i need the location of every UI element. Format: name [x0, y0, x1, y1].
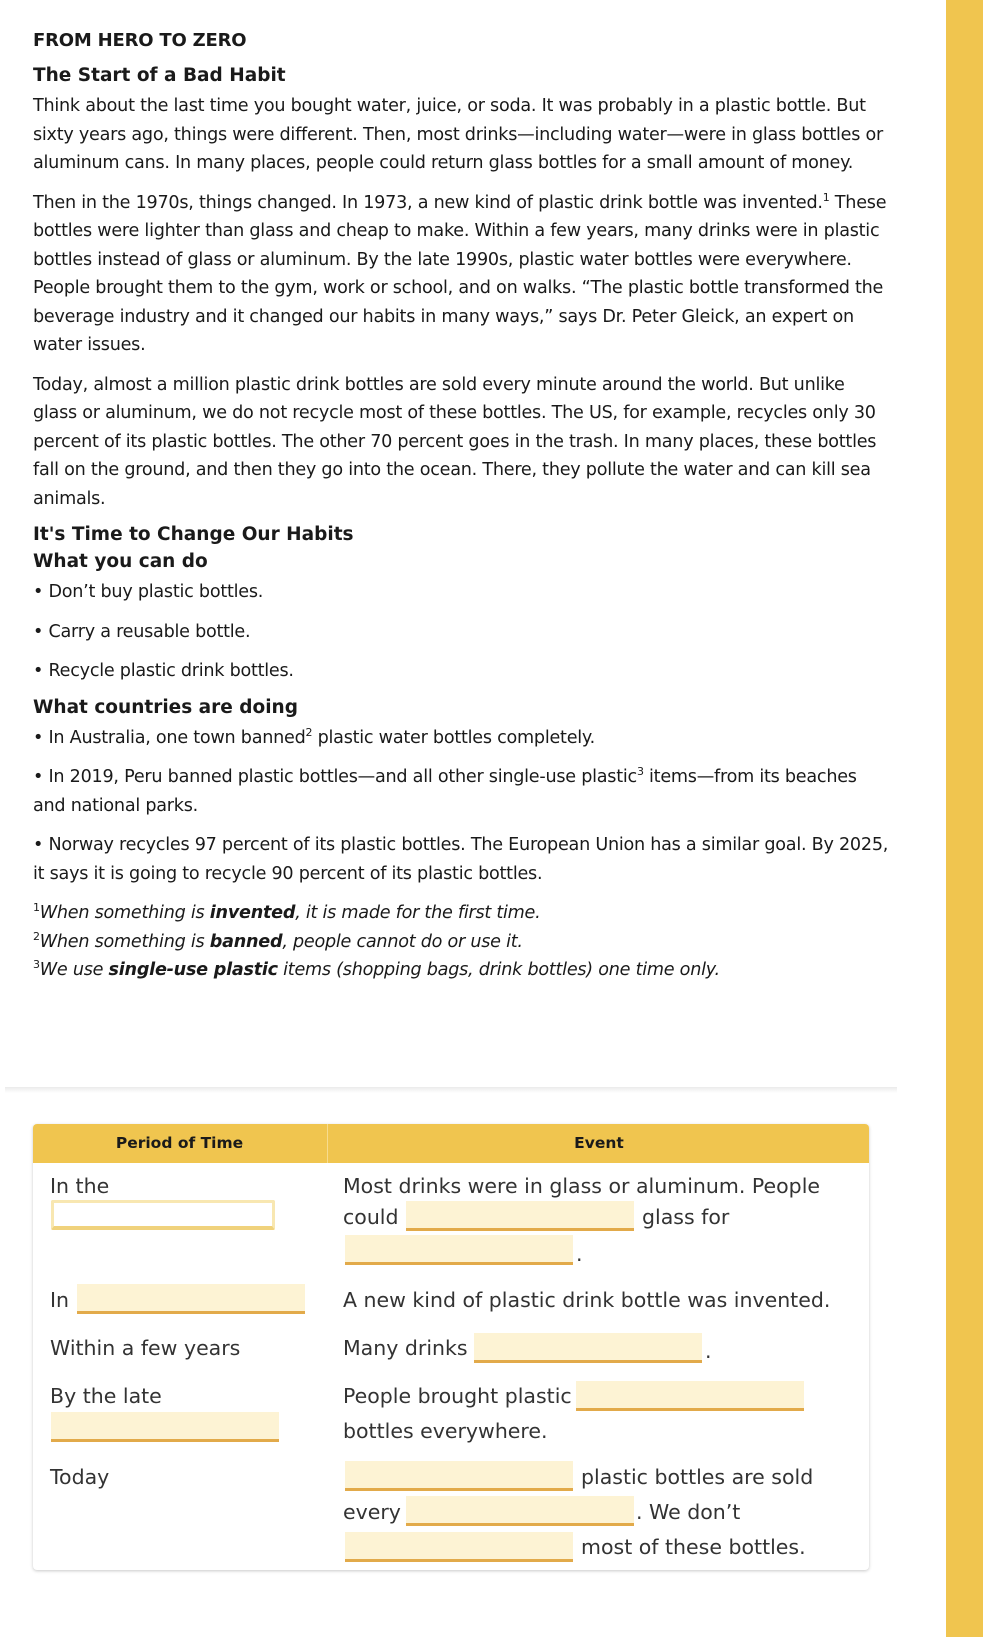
blank-input-row-1-period[interactable] — [51, 1200, 275, 1230]
subheading-what-you-can-do: What you can do — [33, 551, 208, 572]
period-text-row-5: Today — [50, 1465, 110, 1489]
column-header-period: Period of Time — [115, 1134, 244, 1152]
list-item: • Don’t buy plastic bottles. — [33, 582, 264, 602]
table-header — [33, 1124, 869, 1163]
event-text-row-4a: People brought plastic — [343, 1384, 572, 1408]
paragraph-1: Think about the last time you bought water, juice, or soda. It was probably in a plastic bottle. But sixty years ago, things were different. Then, most drinks—including water—were in glass bottles or aluminum cans. In many places, people could return glass bottles for a small amount of money. — [33, 96, 883, 173]
footnote-number: 1 — [33, 901, 40, 915]
period-text-row-2: In — [50, 1288, 70, 1312]
event-text-row-5b: every — [343, 1500, 401, 1524]
paragraph-2-rest: These bottles were lighter than glass and cheap to make. Within a few years, many drinks were in plastic bottles instead of glass or aluminum. By the late 1990s, plastic water bottles were everywhere. People brought them to the gym, work or school, and on walks. “The plastic bottle transformed the beverage industry and it changed our habits in many ways,” says Dr. Peter Gleick, an expert on water issues. — [33, 192, 887, 355]
list-item: • Carry a reusable bottle. — [33, 621, 251, 642]
blank-input-row-1-action[interactable] — [406, 1201, 634, 1231]
blank-input-row-4-event[interactable] — [576, 1381, 804, 1411]
list-item-text: plastic water bottles completely. — [312, 727, 595, 748]
list-item-text: items—from its beaches and national parks. — [33, 767, 857, 816]
footnote-term: invented — [209, 903, 296, 923]
list-item: • Recycle plastic drink bottles. — [33, 661, 294, 681]
event-text-row-1b: could — [343, 1205, 399, 1229]
blank-input-row-1-amount[interactable] — [345, 1235, 573, 1265]
footnote-text: , people cannot do or use it. — [282, 931, 523, 952]
footnote-term: single-use plastic — [108, 960, 278, 980]
blank-input-row-5-action[interactable] — [345, 1532, 573, 1562]
article-title: FROM HERO TO ZERO — [33, 30, 247, 51]
section-heading-bad-habit: The Start of a Bad Habit — [33, 65, 286, 86]
subheading-what-countries-are-doing: What countries are doing — [33, 696, 298, 718]
footnote-number: 3 — [33, 958, 40, 972]
list-item — [33, 724, 893, 753]
blank-input-row-3-event[interactable] — [474, 1333, 702, 1363]
side-accent-bar — [946, 0, 983, 1637]
footnote-ref-1: 1 — [822, 190, 830, 204]
period-text-row-1: In the — [50, 1174, 110, 1198]
paragraph-2-start: Then in the 1970s, things changed. In 1973, a new kind of plastic drink bottle was invented. — [33, 192, 823, 213]
event-text-row-3b: . — [705, 1339, 712, 1363]
timeline-table — [33, 1124, 869, 1570]
paragraph-2 — [33, 189, 893, 360]
footnote-text: When something is — [39, 903, 210, 923]
list-item: • Norway recycles 97 percent of its plastic bottles. The European Union has a similar goal. By 2025, it says it is going to recycle 90 percent of its plastic bottles. — [33, 835, 889, 884]
paragraph-3: Today, almost a million plastic drink bottles are sold every minute around the world. But unlike glass or aluminum, we do not recycle most of these bottles. The US, for example, recycles only 30 percent of its plastic bottles. The other 70 percent goes in the trash. In many places, these bottles fall on the ground, and then they go into the ocean. There, they pollute the water and can kill sea animals. — [33, 374, 877, 509]
blank-input-row-5-amount[interactable] — [345, 1461, 573, 1491]
footnote-number: 2 — [33, 929, 40, 943]
footnote-3 — [33, 956, 893, 985]
list-item — [33, 763, 893, 820]
footnote-text: items (shopping bags, drink bottles) one time only. — [277, 960, 720, 980]
event-text-row-1d: . — [576, 1242, 583, 1266]
footnote-term: banned — [209, 931, 283, 952]
footnote-text: When something is — [39, 931, 210, 952]
blank-input-row-4-period[interactable] — [51, 1412, 279, 1442]
event-text-row-5a: plastic bottles are sold — [581, 1465, 814, 1489]
event-text-row-1c: glass for — [642, 1205, 730, 1229]
event-text-row-1a: Most drinks were in glass or aluminum. People — [343, 1174, 820, 1198]
list-item-text: • In 2019, Peru banned plastic bottles—and all other single-use plastic — [33, 767, 637, 787]
blank-input-row-5-time[interactable] — [406, 1496, 634, 1526]
period-text-row-3: Within a few years — [50, 1336, 241, 1360]
period-text-row-4: By the late — [50, 1384, 162, 1408]
footnote-ref-2: 2 — [305, 725, 313, 739]
column-header-event: Event — [327, 1124, 869, 1163]
event-text-row-4b: bottles everywhere. — [343, 1419, 548, 1443]
blank-input-row-2-period[interactable] — [77, 1284, 305, 1314]
section-heading-change-habits: It's Time to Change Our Habits — [33, 524, 354, 545]
footnote-1 — [33, 899, 893, 928]
footnote-2 — [33, 928, 893, 957]
section-divider — [5, 1087, 897, 1093]
footnote-text: We use — [39, 960, 109, 980]
footnote-ref-3: 3 — [636, 765, 644, 779]
article — [33, 30, 893, 985]
event-text-row-5c: . We don’t — [636, 1500, 741, 1524]
event-text-row-3a: Many drinks — [343, 1336, 468, 1360]
event-text-row-5d: most of these bottles. — [581, 1535, 806, 1559]
event-text-row-2: A new kind of plastic drink bottle was invented. — [343, 1288, 831, 1312]
list-item-text: • In Australia, one town banned — [33, 727, 306, 748]
footnote-text: , it is made for the first time. — [295, 903, 541, 923]
